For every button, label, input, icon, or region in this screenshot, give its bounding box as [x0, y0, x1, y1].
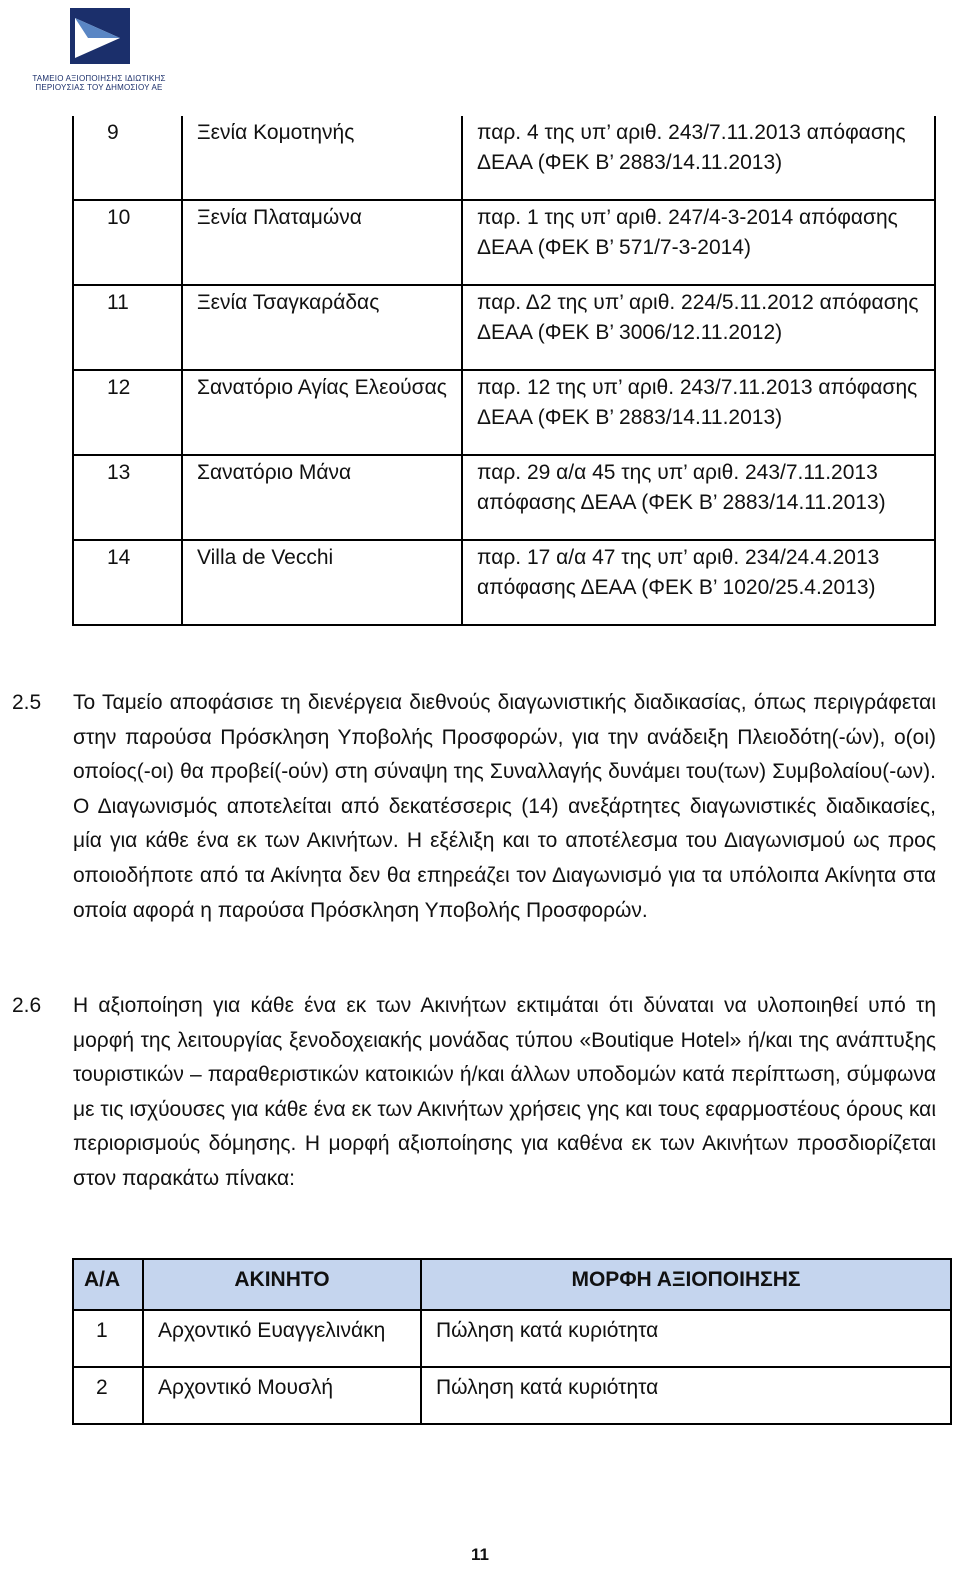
decision-reference: παρ. 4 της υπ’ αριθ. 243/7.11.2013 απόφασης ΔΕΑΑ (ΦΕΚ Β’ 2883/14.11.2013) — [462, 116, 935, 200]
column-header-property: ΑΚΙΝΗΤΟ — [143, 1259, 421, 1310]
logo-text — [8, 74, 190, 92]
column-header-aa: Α/Α — [73, 1259, 143, 1310]
table-row — [73, 540, 935, 625]
exploitation-form: Πώληση κατά κυριότητα — [421, 1367, 951, 1424]
logo — [8, 8, 190, 90]
logo-line-2: ΠΕΡΙΟΥΣΙΑΣ ΤΟΥ ΔΗΜΟΣΙΟΥ ΑΕ — [35, 83, 163, 92]
table-row — [73, 455, 935, 540]
table-row — [73, 1310, 951, 1367]
row-number: 14 — [73, 540, 182, 625]
taiped-logo-icon — [70, 8, 130, 64]
paragraph-text: Η αξιοποίηση για κάθε ένα εκ των Ακινήτων εκτιμάται ότι δύναται να υλοποιηθεί υπό τη μορφή της λειτουργίας ξενοδοχειακής μονάδας τύπου «Boutique Hotel» ή/και της ανάπτυξης τουριστικών – παραθεριστικών κατοικιών ή/και άλλων υποδομών κατά περίπτωση, σύμφωνα με τις ισχύουσες για κάθε ένα εκ των Ακινήτων χρήσεις γης και τους εφαρμοστέους όρους και περιορισμούς δόμησης. Η μορφή αξιοποίησης για καθένα εκ των Ακινήτων προσδιορίζεται στον παρακάτω πίνακα: — [73, 994, 936, 1190]
table-row — [73, 116, 935, 200]
property-name: Αρχοντικό Μουσλή — [143, 1367, 421, 1424]
row-number: 13 — [73, 455, 182, 540]
table-row — [73, 1367, 951, 1424]
paragraph-text: Το Ταμείο αποφάσισε τη διενέργεια διεθνούς διαγωνιστικής διαδικασίας, όπως περιγράφεται στην παρούσα Πρόσκληση Υποβολής Προσφορών, για την ανάδειξη Πλειοδότη(-ών), ο(οι) οποίος(-οι) θα προβεί(-ούν) στη σύναψη της Συναλλαγής δυνάμει του(των) Συμβολαίου(-ων). Ο Διαγωνισμός αποτελείται από δεκατέσσερις (14) ανεξάρτητες διαγωνιστικές διαδικασίες, μία για κάθε ένα εκ των Ακινήτων. Η εξέλιξη και το αποτέλεσμα του Διαγωνισμού ως προς οποιοδήποτε από τα Ακίνητα δεν θα επηρεάζει τον Διαγωνισμό για τα υπόλοιπα Ακίνητα στα οποία αφορά η παρούσα Πρόσκληση Υποβολής Προσφορών. — [73, 691, 936, 922]
column-header-exploitation: ΜΟΡΦΗ ΑΞΙΟΠΟΙΗΣΗΣ — [421, 1259, 951, 1310]
decision-reference: παρ. 12 της υπ’ αριθ. 243/7.11.2013 απόφασης ΔΕΑΑ (ΦΕΚ Β’ 2883/14.11.2013) — [462, 370, 935, 455]
row-number: 9 — [73, 116, 182, 200]
row-number: 12 — [73, 370, 182, 455]
paragraph-number: 2.6 — [12, 994, 42, 1017]
page-number: 11 — [471, 1545, 489, 1564]
decision-reference: παρ. 1 της υπ’ αριθ. 247/4-3-2014 απόφασης ΔΕΑΑ (ΦΕΚ Β’ 571/7-3-2014) — [462, 200, 935, 285]
property-name: Ξενία Κομοτηνής — [182, 116, 462, 200]
decision-reference: παρ. 17 α/α 47 της υπ’ αριθ. 234/24.4.2013 απόφασης ΔΕΑΑ (ΦΕΚ Β’ 1020/25.4.2013) — [462, 540, 935, 625]
property-name: Σανατόριο Μάνα — [182, 455, 462, 540]
properties-reference-table — [72, 116, 936, 626]
exploitation-form: Πώληση κατά κυριότητα — [421, 1310, 951, 1367]
row-number: 2 — [73, 1367, 143, 1424]
property-name: Αρχοντικό Ευαγγελινάκη — [143, 1310, 421, 1367]
row-number: 10 — [73, 200, 182, 285]
property-name: Villa de Vecchi — [182, 540, 462, 625]
logo-line-1: ΤΑΜΕΙΟ ΑΞΙΟΠΟΙΗΣΗΣ ΙΔΙΩΤΙΚΗΣ — [32, 74, 166, 83]
row-number: 1 — [73, 1310, 143, 1367]
property-name: Σανατόριο Αγίας Ελεούσας — [182, 370, 462, 455]
table-header-row — [73, 1259, 951, 1310]
table-row — [73, 285, 935, 370]
decision-reference: παρ. Δ2 της υπ’ αριθ. 224/5.11.2012 απόφασης ΔΕΑΑ (ΦΕΚ Β’ 3006/12.11.2012) — [462, 285, 935, 370]
table-row — [73, 200, 935, 285]
table-row — [73, 370, 935, 455]
row-number: 11 — [73, 285, 182, 370]
exploitation-form-table — [72, 1258, 952, 1425]
paragraph-2-6 — [12, 989, 936, 1197]
property-name: Ξενία Τσαγκαράδας — [182, 285, 462, 370]
paragraph-2-5 — [12, 686, 936, 928]
property-name: Ξενία Πλαταμώνα — [182, 200, 462, 285]
paragraph-number: 2.5 — [12, 691, 42, 714]
decision-reference: παρ. 29 α/α 45 της υπ’ αριθ. 243/7.11.2013 απόφασης ΔΕΑΑ (ΦΕΚ Β’ 2883/14.11.2013) — [462, 455, 935, 540]
